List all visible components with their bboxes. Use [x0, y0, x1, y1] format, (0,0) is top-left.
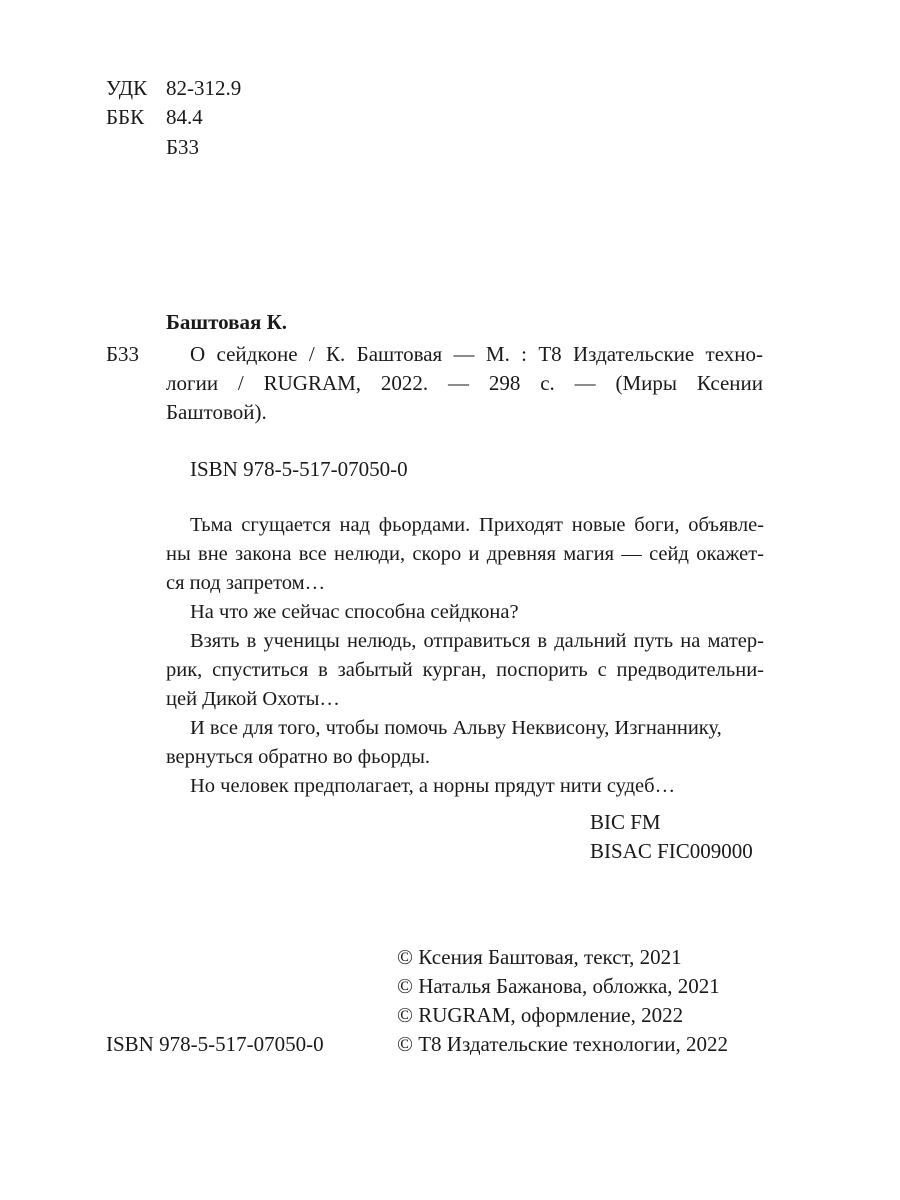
annotation-line: Но человек предполагает, а норны прядут нити судеб… [190, 775, 676, 797]
annotation-paragraph [166, 511, 764, 598]
side-mark: Б33 [106, 342, 140, 366]
annotation-line: ся под запретом… [166, 572, 326, 594]
catalog-description-cont [166, 369, 763, 427]
bottom-isbn: ISBN 978-5-517-07050-0 [106, 1032, 324, 1056]
description-line: Баштовой). [166, 400, 267, 424]
bic-code: BIC FM [590, 810, 661, 834]
annotation [166, 511, 764, 801]
bbk-label: ББК [106, 105, 145, 129]
catalog-isbn: ISBN 978-5-517-07050-0 [190, 457, 408, 481]
description-line: логии / RUGRAM, 2022. — 298 с. — (Миры Ксении [166, 371, 763, 395]
annotation-line: цей Дикой Охоты… [166, 688, 340, 710]
bisac-code: BISAC FIC009000 [590, 839, 753, 863]
author-heading: Баштовая К. [166, 310, 288, 334]
udk-label: УДК [106, 76, 148, 100]
copyright-line: © Наталья Бажанова, обложка, 2021 [397, 974, 720, 998]
annotation-paragraph [166, 598, 764, 627]
copyright-line: © Ксения Баштовая, текст, 2021 [397, 945, 682, 969]
annotation-line: Тьма сгущается над фьордами. Приходят новые боги, объявле- [190, 514, 764, 536]
annotation-line: И все для того, чтобы помочь Альву Неквисону, Изгнаннику, [190, 717, 722, 739]
description-line: О сейдконе / К. Баштовая — М. : Т8 Издательские техно- [190, 342, 763, 366]
copyright-line: © RUGRAM, оформление, 2022 [397, 1003, 684, 1027]
copyright-line: © Т8 Издательские технологии, 2022 [397, 1032, 728, 1056]
author-mark: Б33 [166, 135, 200, 159]
annotation-line: ны вне закона все нелюди, скоро и древняя магия — сейд окажет- [166, 543, 764, 565]
annotation-line: вернуться обратно во фьорды. [166, 746, 430, 768]
annotation-line: Взять в ученицы нелюдь, отправиться в дальний путь на матер- [190, 630, 764, 652]
annotation-paragraph [166, 627, 764, 714]
annotation-line: рик, спуститься в забытый курган, поспорить с предводительни- [166, 659, 764, 681]
annotation-line: На что же сейчас способна сейдкона? [190, 601, 519, 623]
annotation-paragraph [166, 714, 764, 772]
catalog-description [190, 340, 763, 369]
bbk-value: 84.4 [166, 105, 203, 129]
annotation-paragraph [166, 772, 764, 801]
udk-value: 82-312.9 [166, 76, 242, 100]
